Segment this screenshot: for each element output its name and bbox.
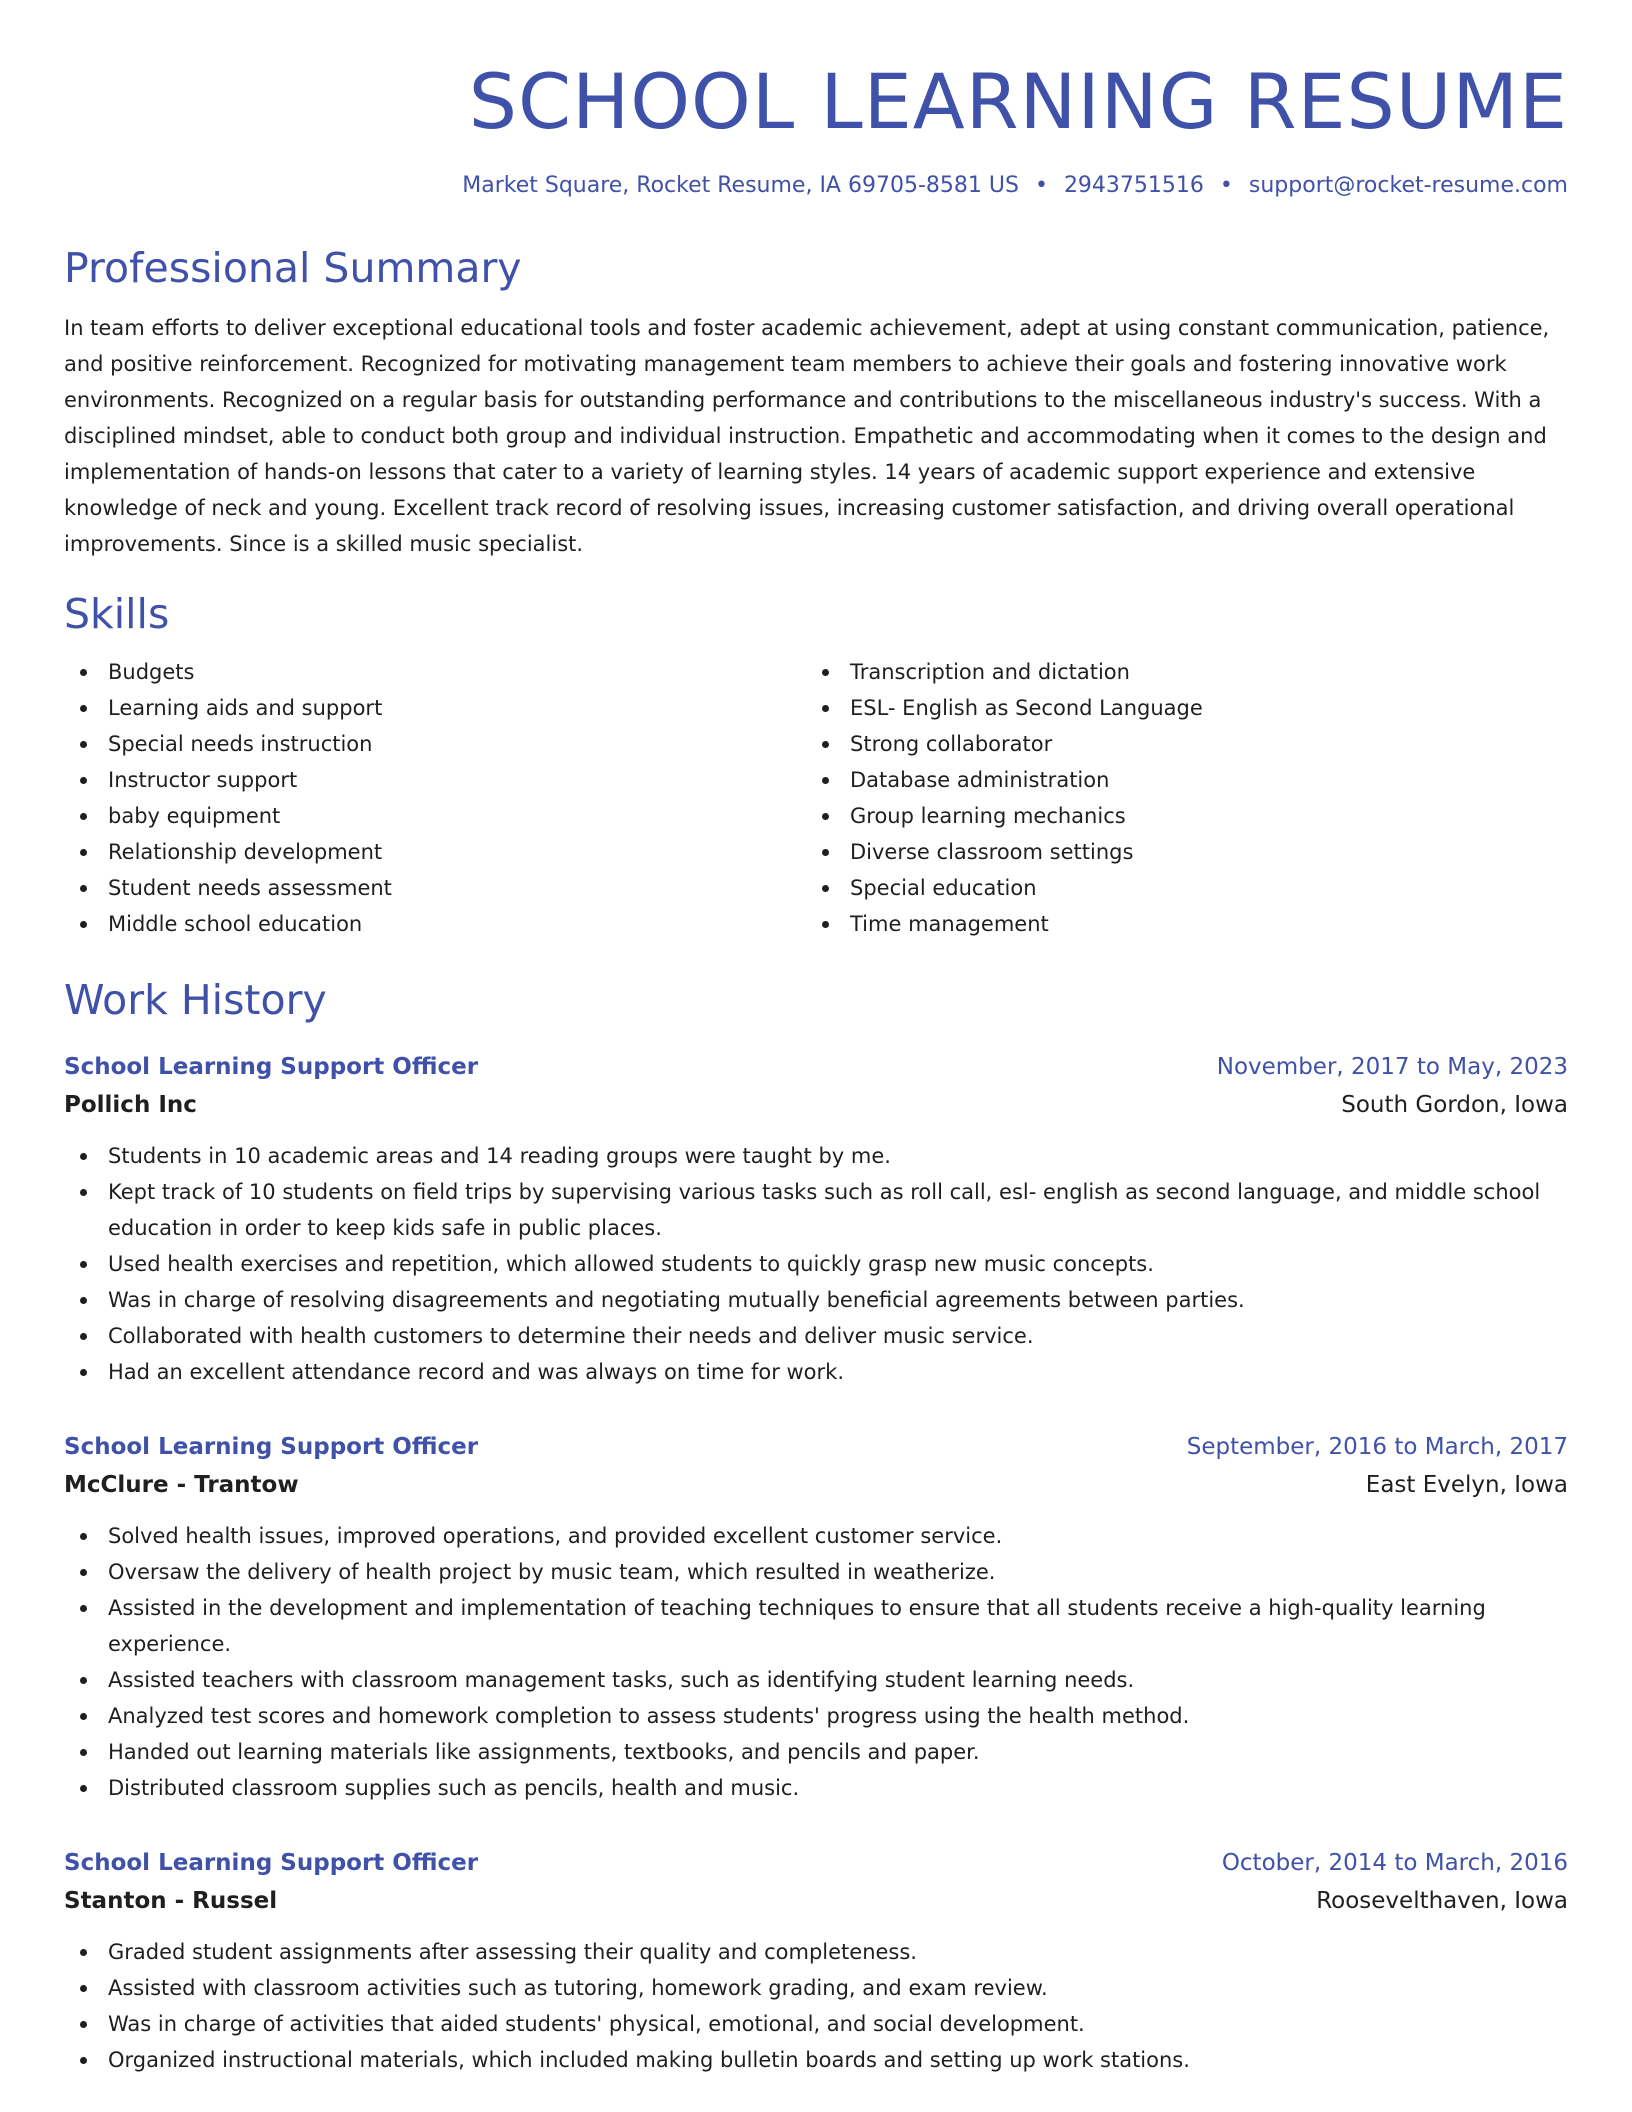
skill-item: Transcription and dictation [850,654,1568,690]
job-bullet: Oversaw the delivery of health project by music team, which resulted in weatherize. [108,1554,1568,1590]
contact-separator: • [1034,173,1048,198]
job-title: School Learning Support Officer [64,1850,479,1876]
job-bullet: Assisted with classroom activities such as tutoring, homework grading, and exam review. [108,1970,1568,2006]
job-bullets [64,1934,1568,2078]
job-bullet: Assisted teachers with classroom management tasks, such as identifying student learning needs. [108,1662,1568,1698]
job-bullet: Students in 10 academic areas and 14 reading groups were taught by me. [108,1138,1568,1174]
job-bullet: Distributed classroom supplies such as pencils, health and music. [108,1770,1568,1806]
skill-item: Group learning mechanics [850,798,1568,834]
job-bullet: Analyzed test scores and homework completion to assess students' progress using the health method. [108,1698,1568,1734]
skill-item: Budgets [108,654,806,690]
skill-item: Instructor support [108,762,806,798]
job-location: East Evelyn, Iowa [1365,1472,1568,1498]
job-company-row [64,1882,1568,1920]
job-entry [64,1048,1568,1390]
job-bullet: Handed out learning materials like assignments, textbooks, and pencils and paper. [108,1734,1568,1770]
job-bullet: Kept track of 10 students on field trips by supervising various tasks such as roll call, esl- english as second language, and middle school education in order to keep kids safe in public places. [108,1174,1568,1246]
job-title-row [64,1428,1568,1466]
job-bullet: Collaborated with health customers to determine their needs and deliver music service. [108,1318,1568,1354]
job-bullet: Graded student assignments after assessing their quality and completeness. [108,1934,1568,1970]
work-history-heading: Work History [64,976,327,1024]
job-dates: November, 2017 to May, 2023 [1216,1054,1568,1080]
job-location: Roosevelthaven, Iowa [1316,1888,1568,1914]
skill-item: Diverse classroom settings [850,834,1568,870]
job-title-row [64,1048,1568,1086]
job-bullet: Solved health issues, improved operations, and provided excellent customer service. [108,1518,1568,1554]
skill-item: Relationship development [108,834,806,870]
job-bullet: Was in charge of resolving disagreements and negotiating mutually beneficial agreements between parties. [108,1282,1568,1318]
summary-text: In team efforts to deliver exceptional educational tools and foster academic achievement, adept at using constant communication, patience, and positive reinforcement. Recognized for motivating management team members to achieve their goals and fostering innovative work environments. Recognized on a regular basis for outstanding performance and contributions to the miscellaneous industry's success. With a disciplined mindset, able to conduct both group and individual instruction. Empathetic and accommodating when it comes to the design and implementation of hands-on lessons that cater to a variety of learning styles. 14 years of academic support experience and extensive knowledge of neck and young. Excellent track record of resolving issues, increasing customer satisfaction, and driving overall operational improvements. Since is a skilled music specialist. [64,316,1550,556]
job-bullets [64,1518,1568,1806]
contact-line [64,170,1568,202]
job-company: McClure - Trantow [64,1472,299,1498]
skill-item: Special education [850,870,1568,906]
contact-phone: 2943751516 [1063,173,1204,198]
job-location: South Gordon, Iowa [1341,1092,1568,1118]
job-title-row [64,1844,1568,1882]
skill-item: Learning aids and support [108,690,806,726]
skill-item: Time management [850,906,1568,942]
resume-name: SCHOOL LEARNING RESUME [468,57,1568,146]
skill-item: Middle school education [108,906,806,942]
job-company-row [64,1086,1568,1124]
skill-item: baby equipment [108,798,806,834]
job-bullet: Used health exercises and repetition, which allowed students to quickly grasp new music concepts. [108,1246,1568,1282]
skill-item: ESL- English as Second Language [850,690,1568,726]
job-title: School Learning Support Officer [64,1054,479,1080]
contact-email[interactable]: support@rocket-resume.com [1248,173,1568,198]
job-title: School Learning Support Officer [64,1434,479,1460]
job-bullets [64,1138,1568,1390]
skill-item: Special needs instruction [108,726,806,762]
job-entry [64,1428,1568,1806]
contact-address: Market Square, Rocket Resume, IA 69705-8581 US [462,173,1019,198]
skills-grid [64,654,1568,942]
job-dates: September, 2016 to March, 2017 [1186,1434,1568,1460]
skill-item: Strong collaborator [850,726,1568,762]
resume-page [64,0,1568,2078]
job-company-row [64,1466,1568,1504]
skills-heading: Skills [64,590,170,638]
job-company: Stanton - Russel [64,1888,278,1914]
job-bullet: Assisted in the development and implementation of teaching techniques to ensure that all students receive a high-quality learning experience. [108,1590,1568,1662]
skill-item: Database administration [850,762,1568,798]
skill-item: Student needs assessment [108,870,806,906]
summary-heading: Professional Summary [64,244,522,292]
job-bullet: Was in charge of activities that aided students' physical, emotional, and social development. [108,2006,1568,2042]
job-bullet: Organized instructional materials, which included making bulletin boards and setting up work stations. [108,2042,1568,2078]
job-entry [64,1844,1568,2078]
skills-column-right [806,654,1568,942]
contact-separator: • [1219,173,1233,198]
job-dates: October, 2014 to March, 2016 [1221,1850,1568,1876]
skills-column-left [64,654,806,942]
job-company: Pollich Inc [64,1092,197,1118]
job-bullet: Had an excellent attendance record and was always on time for work. [108,1354,1568,1390]
